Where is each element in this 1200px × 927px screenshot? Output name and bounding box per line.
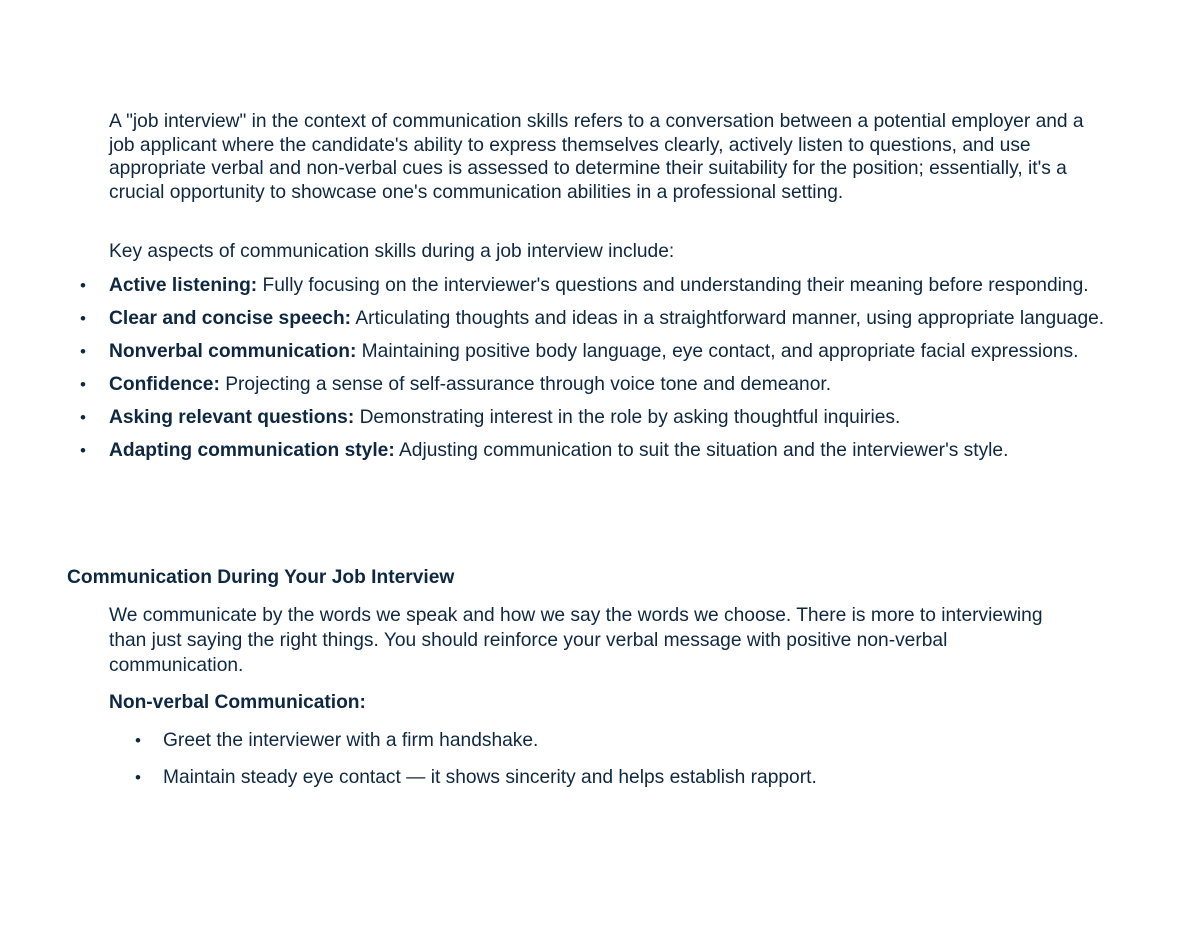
list-item-confidence xyxy=(0,373,1110,397)
term-description: Projecting a sense of self-assurance through voice tone and demeanor. xyxy=(219,374,832,395)
nonverbal-subheading: Non-verbal Communication: xyxy=(109,692,366,713)
key-aspects-list xyxy=(0,274,1110,472)
section-heading: Communication During Your Job Interview xyxy=(67,567,455,588)
term-label: Adapting communication style: xyxy=(109,440,395,461)
key-aspects-lead: Key aspects of communication skills during a job interview include: xyxy=(109,241,675,262)
term-description: Articulating thoughts and ideas in a straightforward manner, using appropriate language. xyxy=(351,308,1105,329)
intro-paragraph: A "job interview" in the context of communication skills refers to a conversation between a potential employer and a job applicant where the candidate's ability to express themselves clearly, actively listen to questions, and use appropriate verbal and non-verbal cues is assessed to determine their suitability for the position; essentially, it's a crucial opportunity to showcase one's communication abilities in a professional setting. xyxy=(109,111,1084,203)
term-label: Asking relevant questions: xyxy=(109,407,355,428)
term-description: Adjusting communication to suit the situation and the interviewer's style. xyxy=(394,440,1009,461)
list-item: • Maintain steady eye contact — it shows sincerity and helps establish rapport. xyxy=(0,766,1000,790)
term-label: Nonverbal communication: xyxy=(109,341,357,362)
list-item-active-listening xyxy=(0,274,1110,298)
list-item-nonverbal xyxy=(0,340,1110,364)
section-paragraph: We communicate by the words we speak and how we say the words we choose. There is more to interviewing than just saying the right things. You should reinforce your verbal message with positive non-verbal communication. xyxy=(109,605,1043,676)
term-description: Maintaining positive body language, eye contact, and appropriate facial expressions. xyxy=(356,341,1079,362)
term-label: Confidence: xyxy=(109,374,220,395)
nonverbal-list xyxy=(0,729,1000,802)
list-item-asking-questions xyxy=(0,406,1110,430)
term-description: Demonstrating interest in the role by asking thoughtful inquiries. xyxy=(354,407,901,428)
list-item-adapting-style xyxy=(0,439,1110,463)
term-description: Fully focusing on the interviewer's questions and understanding their meaning before responding. xyxy=(257,275,1089,296)
term-label: Clear and concise speech: xyxy=(109,308,352,329)
list-item-clear-speech xyxy=(0,307,1110,331)
list-item: • Greet the interviewer with a firm handshake. xyxy=(0,729,1000,753)
term-label: Active listening: xyxy=(109,275,258,296)
